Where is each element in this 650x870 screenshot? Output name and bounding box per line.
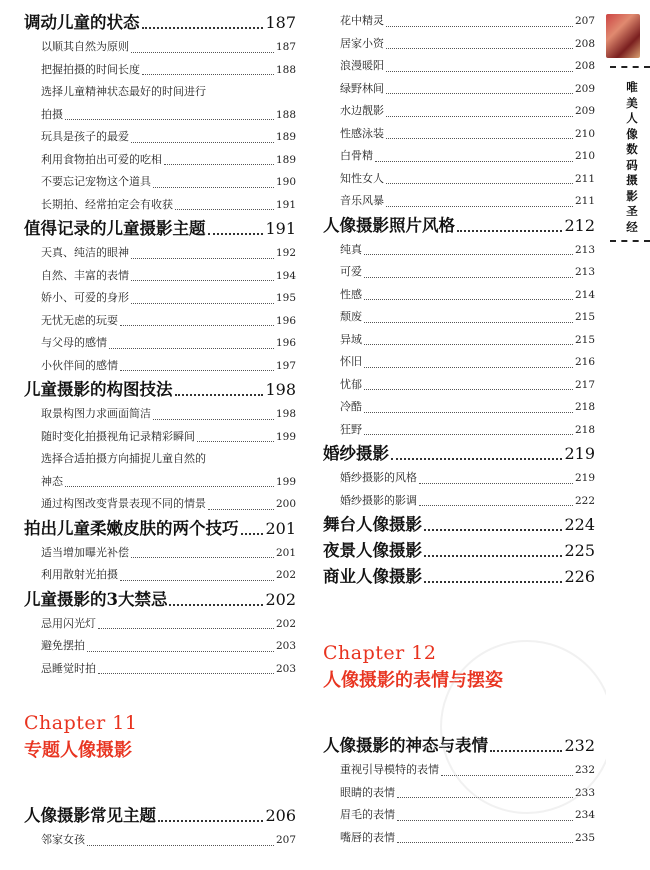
- page-number: 197: [275, 359, 296, 372]
- page-number: 191: [275, 198, 296, 211]
- page-number: 196: [275, 337, 296, 349]
- page-number: 210: [574, 150, 595, 162]
- page-number: 234: [574, 809, 595, 821]
- chapter-11-heading: [24, 712, 137, 762]
- toc-left-bottom: [24, 803, 296, 852]
- entry-title: 调动儿童的状态: [24, 13, 140, 32]
- toc-subentry[interactable]: [323, 306, 595, 329]
- toc-left-column: [24, 10, 296, 680]
- entry-title: 天真、纯洁的眼神: [41, 246, 129, 259]
- entry-title: 浪漫暖阳: [340, 59, 384, 72]
- entry-title: 与父母的感情: [41, 336, 107, 349]
- entry-title: 居家小资: [340, 36, 384, 50]
- toc-section-entry[interactable]: [24, 10, 296, 36]
- entry-title: 利用散射光拍摄: [41, 568, 118, 581]
- page-number: 202: [265, 589, 296, 609]
- entry-title: 儿童摄影的构图技法: [24, 380, 173, 399]
- entry-title: 颓废: [340, 310, 362, 323]
- dot-leader: [391, 458, 562, 460]
- dot-leader: [153, 187, 274, 188]
- dot-leader: [120, 580, 274, 581]
- entry-title: 玩具是孩子的最爱: [41, 130, 129, 143]
- dot-leader: [65, 119, 274, 120]
- dot-leader: [364, 344, 573, 345]
- toc-section-entry[interactable]: [24, 516, 296, 542]
- entry-title: 拍摄: [41, 107, 63, 121]
- chapter-11-title: 专题人像摄影: [24, 740, 132, 761]
- entry-title: 拍出儿童柔嫩皮肤的两个技巧: [24, 518, 239, 538]
- page-number: 191: [265, 219, 296, 238]
- toc-subentry[interactable]: [323, 351, 595, 374]
- sidebar-divider-bottom: [610, 240, 650, 242]
- toc-subentry[interactable]: [24, 658, 296, 681]
- page-number: 198: [275, 408, 296, 420]
- toc-section-entry[interactable]: [24, 587, 296, 613]
- dot-leader: [364, 367, 573, 368]
- toc-right-column: [323, 10, 595, 590]
- toc-section-entry[interactable]: [323, 512, 595, 538]
- page-number: 211: [574, 195, 595, 207]
- dot-leader: [364, 254, 573, 255]
- entry-title: 把握拍摄的时间长度: [41, 62, 140, 76]
- toc-subentry[interactable]: [24, 635, 296, 658]
- toc-subentry[interactable]: [24, 403, 296, 426]
- page-number: 199: [275, 475, 296, 488]
- page-number: 217: [574, 378, 595, 391]
- toc-subentry[interactable]: [24, 829, 296, 852]
- page-number: 212: [564, 215, 595, 235]
- chapter-12-title: 人像摄影的表情与摆姿: [323, 670, 503, 691]
- dot-leader: [375, 161, 573, 162]
- dot-leader: [364, 277, 573, 278]
- page-number: 202: [275, 617, 296, 630]
- entry-title: 儿童摄影的3大禁忌: [24, 589, 168, 609]
- dot-leader: [419, 483, 573, 484]
- dot-leader: [364, 412, 573, 413]
- toc-subentry[interactable]: [24, 194, 296, 217]
- entry-title: 通过构图改变背景表现不同的情景: [41, 497, 206, 510]
- entry-title: 眉毛的表情: [340, 808, 395, 821]
- entry-title: 以顺其自然为原则: [41, 40, 129, 53]
- entry-title: 取景构图力求画面简洁: [41, 407, 151, 420]
- toc-subentry[interactable]: [323, 490, 595, 513]
- dot-leader: [386, 48, 573, 49]
- dot-leader: [364, 322, 573, 323]
- page-number: 214: [574, 288, 595, 301]
- dot-leader: [98, 628, 274, 629]
- entry-title: 夜景人像摄影: [323, 541, 422, 560]
- page-number: 215: [574, 333, 595, 346]
- page-number: 200: [275, 498, 296, 510]
- toc-subentry[interactable]: [24, 542, 296, 565]
- entry-title: 值得记录的儿童摄影主题: [24, 219, 206, 238]
- page-number: 216: [574, 356, 595, 368]
- toc-subentry[interactable]: [24, 59, 296, 82]
- entry-title: 娇小、可爱的身形: [41, 291, 129, 304]
- page-number: 199: [275, 430, 296, 443]
- toc-subentry[interactable]: [323, 374, 595, 397]
- toc-subentry[interactable]: [24, 242, 296, 265]
- toc-subentry[interactable]: [24, 265, 296, 288]
- entry-title: 忌用闪光灯: [41, 616, 96, 630]
- page-number: 233: [574, 786, 595, 799]
- toc-subentry[interactable]: [323, 78, 595, 101]
- entry-title: 重视引导模特的表情: [340, 763, 439, 776]
- dot-leader: [197, 441, 274, 442]
- book-title-char: 美: [626, 95, 638, 110]
- entry-title: 性感: [340, 287, 362, 301]
- page-number: 208: [574, 37, 595, 50]
- dot-leader: [87, 651, 274, 652]
- toc-subentry[interactable]: [323, 261, 595, 284]
- dot-leader: [131, 303, 274, 304]
- toc-subentry[interactable]: [24, 613, 296, 636]
- dot-leader: [131, 280, 274, 281]
- dot-leader: [386, 26, 573, 27]
- page-number: 208: [574, 60, 595, 72]
- book-title-char: 经: [626, 219, 638, 234]
- toc-subentry[interactable]: [24, 471, 296, 494]
- dot-leader: [364, 434, 573, 435]
- dot-leader: [386, 183, 573, 184]
- entry-title: 花中精灵: [340, 14, 384, 27]
- entry-title: 绿野林间: [340, 81, 384, 95]
- book-title-char: 码: [626, 157, 638, 172]
- entry-title: 婚纱摄影的影调: [340, 493, 417, 507]
- dot-leader: [142, 74, 274, 75]
- entry-title: 忌睡觉时拍: [41, 661, 96, 675]
- watermark-seal: [440, 640, 614, 814]
- chapter-11-label: Chapter 11: [24, 712, 138, 734]
- page-number: 201: [265, 518, 296, 538]
- page-number: 225: [564, 541, 595, 560]
- page-number: 219: [574, 472, 595, 484]
- dot-leader: [109, 348, 274, 349]
- toc-subentry[interactable]: [323, 827, 595, 850]
- toc-subentry[interactable]: [24, 426, 296, 449]
- entry-title: 小伙伴间的感情: [41, 358, 118, 372]
- page-number: 192: [275, 247, 296, 259]
- dot-leader: [397, 842, 573, 843]
- page-number: 194: [275, 269, 296, 282]
- page-number: 203: [275, 640, 296, 652]
- page-number: 232: [574, 764, 595, 776]
- entry-title: 异域: [340, 332, 362, 346]
- entry-title: 眼睛的表情: [340, 785, 395, 799]
- toc-section-entry[interactable]: [323, 538, 595, 564]
- entry-title: 可爱: [340, 265, 362, 278]
- entry-title: 冷酷: [340, 400, 362, 413]
- dot-leader: [208, 233, 264, 235]
- entry-title: 适当增加曝光补偿: [41, 545, 129, 559]
- page-number: 226: [564, 567, 595, 586]
- page-number: 203: [275, 662, 296, 675]
- page-number: 222: [574, 494, 595, 507]
- page-number: 189: [275, 131, 296, 143]
- dot-leader: [131, 142, 274, 143]
- entry-title: 人像摄影的神态与表情: [323, 736, 488, 755]
- dot-leader: [153, 419, 274, 420]
- toc-section-entry[interactable]: [323, 564, 595, 590]
- toc-subentry[interactable]: [24, 36, 296, 59]
- dot-leader: [386, 138, 573, 139]
- page-number: 196: [275, 314, 296, 327]
- toc-subentry[interactable]: [323, 168, 595, 191]
- book-title-char: 数: [626, 142, 638, 156]
- entry-title: 人像摄影照片风格: [323, 215, 455, 235]
- page-number: 209: [574, 105, 595, 117]
- page-number: 202: [275, 569, 296, 581]
- page-number: 218: [574, 423, 595, 436]
- dot-leader: [87, 845, 274, 846]
- dot-leader: [164, 164, 274, 165]
- book-title-char: 圣: [626, 204, 638, 218]
- dot-leader: [457, 230, 562, 232]
- entry-title: 随时变化拍摄视角记录精彩瞬间: [41, 429, 195, 443]
- toc-section-entry[interactable]: [24, 377, 296, 403]
- toc-section-entry[interactable]: [24, 216, 296, 242]
- dot-leader: [120, 325, 274, 326]
- entry-title: 婚纱摄影的风格: [340, 471, 417, 484]
- toc-subentry[interactable]: [323, 396, 595, 419]
- toc-subentry[interactable]: [323, 284, 595, 307]
- book-title-vertical: [624, 80, 640, 235]
- entry-title: 知性女人: [340, 171, 384, 185]
- dot-leader: [175, 394, 264, 396]
- toc-section-entry[interactable]: [323, 441, 595, 467]
- toc-subentry[interactable]: [24, 126, 296, 149]
- page-number: 210: [574, 127, 595, 140]
- dot-leader: [386, 93, 573, 94]
- entry-title: 长期拍、经常拍定会有收获: [41, 197, 173, 211]
- page-number: 235: [574, 831, 595, 844]
- toc-subentry[interactable]: [323, 329, 595, 352]
- page-number: 211: [574, 172, 595, 185]
- page-number: 232: [564, 736, 595, 755]
- book-sidebar: [606, 0, 650, 870]
- dot-leader: [169, 604, 263, 606]
- page-number: 213: [574, 243, 595, 256]
- toc-subentry[interactable]: [323, 55, 595, 78]
- entry-title: 避免摆拍: [41, 639, 85, 652]
- entry-title: 利用食物拍出可爱的吃相: [41, 152, 162, 166]
- entry-title: 婚纱摄影: [323, 444, 389, 463]
- book-title-char: 人: [626, 111, 638, 125]
- dot-leader: [424, 581, 562, 583]
- entry-title: 性感泳装: [340, 126, 384, 140]
- entry-title: 忧郁: [340, 377, 362, 391]
- dot-leader: [397, 820, 573, 821]
- entry-title: 神态: [41, 474, 63, 488]
- page-number: 206: [265, 806, 296, 825]
- book-title-char: 摄: [626, 173, 638, 187]
- page-number: 224: [564, 515, 595, 534]
- entry-title: 嘴唇的表情: [340, 830, 395, 844]
- page-number: 219: [564, 444, 595, 463]
- toc-subentry[interactable]: [24, 564, 296, 587]
- dot-leader: [424, 529, 562, 531]
- page-number: 188: [275, 63, 296, 76]
- toc-subentry[interactable]: [24, 332, 296, 355]
- dot-leader: [175, 209, 274, 210]
- page-number: 187: [265, 13, 296, 32]
- sidebar-divider-top: [610, 66, 650, 68]
- dot-leader: [65, 486, 274, 487]
- entry-title: 无忧无虑的玩耍: [41, 313, 118, 327]
- toc-section-entry[interactable]: [24, 803, 296, 829]
- page-number: 187: [275, 41, 296, 53]
- book-title-char: 影: [626, 188, 638, 203]
- dot-leader: [131, 258, 274, 259]
- dot-leader: [364, 299, 573, 300]
- page-number: 198: [265, 380, 296, 399]
- entry-title: 水边靓影: [340, 104, 384, 117]
- entry-title: 邻家女孩: [41, 833, 85, 846]
- page-number: 215: [574, 311, 595, 323]
- toc-subentry[interactable]: [24, 149, 296, 172]
- toc-subentry[interactable]: [323, 145, 595, 168]
- cover-thumbnail: [606, 14, 640, 58]
- page-number: 188: [275, 108, 296, 121]
- toc-subentry[interactable]: [323, 10, 595, 33]
- toc-subentry[interactable]: [323, 33, 595, 56]
- toc-subentry[interactable]: [323, 419, 595, 442]
- dot-leader: [142, 27, 264, 29]
- page-number: 213: [574, 266, 595, 278]
- entry-title: 不要忘记宠物这个道具: [41, 175, 151, 188]
- book-title-char: 像: [626, 126, 638, 141]
- entry-title: 纯真: [340, 242, 362, 256]
- toc-entry-line: 选择儿童精神状态最好的时间进行: [41, 85, 206, 98]
- toc-subentry[interactable]: [323, 100, 595, 123]
- toc-subentry[interactable]: [24, 104, 296, 127]
- page-number: 209: [574, 82, 595, 95]
- page-number: 218: [574, 401, 595, 413]
- entry-title: 人像摄影常见主题: [24, 806, 156, 825]
- entry-title: 狂野: [340, 422, 362, 436]
- dot-leader: [98, 673, 274, 674]
- dot-leader: [241, 533, 264, 535]
- toc-subentry[interactable]: [323, 190, 595, 213]
- dot-leader: [208, 509, 274, 510]
- page-number: 189: [275, 153, 296, 166]
- dot-leader: [131, 52, 274, 53]
- toc-subentry[interactable]: [323, 467, 595, 490]
- dot-leader: [131, 557, 274, 558]
- page-number: 195: [275, 292, 296, 304]
- entry-title: 怀旧: [340, 355, 362, 368]
- toc-subentry[interactable]: [323, 123, 595, 146]
- page-number: 207: [574, 15, 595, 27]
- dot-leader: [386, 206, 573, 207]
- entry-title: 白骨精: [340, 149, 373, 162]
- dot-leader: [424, 555, 562, 557]
- chapter-12-label: Chapter 12: [323, 642, 437, 664]
- entry-title: 舞台人像摄影: [323, 515, 422, 534]
- page-number: 190: [275, 176, 296, 188]
- toc-subentry[interactable]: [323, 239, 595, 262]
- toc-entry-line: 选择合适拍摄方向捕捉儿童自然的: [41, 452, 206, 465]
- page-number: 207: [275, 834, 296, 846]
- dot-leader: [120, 370, 274, 371]
- entry-title: 自然、丰富的表情: [41, 268, 129, 282]
- page-number: 201: [275, 546, 296, 559]
- toc-section-entry[interactable]: [323, 213, 595, 239]
- dot-leader: [386, 71, 573, 72]
- toc-subentry[interactable]: [24, 171, 296, 194]
- toc-subentry[interactable]: [24, 355, 296, 378]
- toc-subentry[interactable]: [24, 310, 296, 333]
- dot-leader: [386, 116, 573, 117]
- toc-subentry[interactable]: [24, 493, 296, 516]
- toc-subentry[interactable]: [24, 287, 296, 310]
- dot-leader: [158, 820, 263, 822]
- dot-leader: [419, 505, 573, 506]
- dot-leader: [364, 389, 573, 390]
- book-title-char: 唯: [626, 80, 638, 94]
- entry-title: 商业人像摄影: [323, 567, 422, 586]
- entry-title: 音乐风暴: [340, 194, 384, 207]
